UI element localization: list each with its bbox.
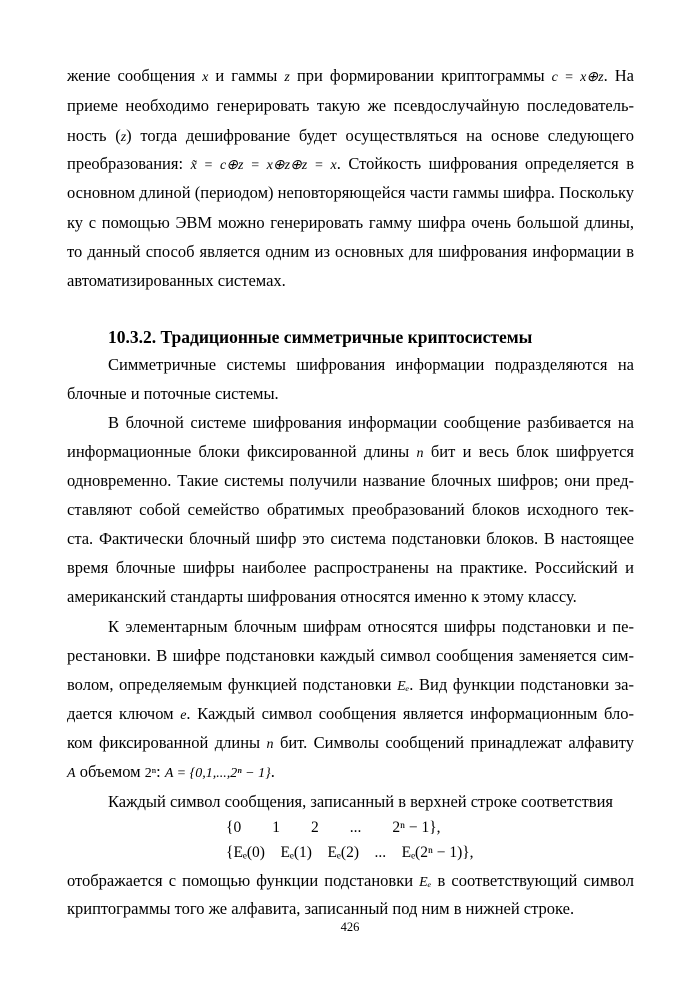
text-line: ставляют собой семейство обратимых преобразований блоков исходного тек- (67, 500, 634, 519)
text-line: ста. Фактически блочный шифр это система подстановки блоков. В настоящее (67, 529, 634, 548)
text-line: Симметричные системы шифрования информации подразделяются на (108, 355, 634, 374)
text-line: приеме необходимо генерировать такую же псевдослучайную последователь- (67, 96, 634, 115)
text-line: блочные и поточные системы. (67, 384, 279, 403)
text-line: автоматизированных системах. (67, 271, 286, 290)
text-line: A объемом 2ⁿ: A = {0,1,...,2ⁿ − 1}. (67, 762, 275, 781)
text-line: одновременно. Такие системы получили название блочных шифров; они пред- (67, 471, 634, 490)
text-line: дается ключом e. Каждый символ сообщения является информационным бло- (67, 704, 634, 723)
formula: x̃ = c⊕z = x⊕z⊕z = x (190, 158, 337, 173)
text-line: ку с помощью ЭВМ можно генерировать гамму шифра очень большой длины, (67, 213, 634, 232)
text-line: то данный способ является одним из основных для шифрования информации в (67, 242, 634, 261)
text-line: ность (z) тогда дешифрование будет осуществляться на основе следующего (67, 126, 634, 145)
text-line: волом, определяемым функцией подстановки Eₑ. Вид функции подстановки за- (67, 675, 634, 694)
formula: c = x⊕z (551, 70, 604, 85)
text-line: криптограммы того же алфавита, записанный под ним в нижней строке. (67, 899, 575, 918)
text-line: отображается с помощью функции подстановки Eₑ в соответствующий символ (67, 871, 634, 890)
text-line: американский стандарты шифрования относятся именно к этому классу. (67, 587, 577, 606)
text-line: рестановки. В шифре подстановки каждый символ сообщения заменяется сим- (67, 646, 634, 665)
mapping-bottom-row: {Eₑ(0) Eₑ(1) Eₑ(2) ... Eₑ(2ⁿ − 1)}, (226, 844, 474, 861)
text-line: время блочные шифры наиболее распространены на практике. Российский и (67, 558, 634, 577)
formula: A = {0,1,...,2ⁿ − 1} (164, 766, 271, 781)
text-line: информационные блоки фиксированной длины n бит и весь блок шифруется (67, 442, 635, 461)
mapping-top-row: {0 1 2 ... 2ⁿ − 1}, (226, 819, 441, 836)
text-line: жение сообщения x и гаммы z при формировании криптограммы c = x⊕z. На (67, 66, 634, 85)
text-line: преобразования: x̃ = c⊕z = x⊕z⊕z = x. Стойкость шифрования определяется в (67, 154, 635, 173)
text-line: К элементарным блочным шифрам относятся шифры подстановки и пе- (108, 617, 634, 636)
text-line: основном длиной (периодом) неповторяющейся части гаммы шифра. Поскольку (67, 183, 634, 202)
page-number: 426 (340, 920, 360, 934)
section-heading: 10.3.2. Традиционные симметричные криптосистемы (108, 327, 533, 347)
text-line: В блочной системе шифрования информации сообщение разбивается на (108, 413, 634, 432)
text-line: ком фиксированной длины n бит. Символы сообщений принадлежат алфавиту (67, 733, 634, 752)
text-line: Каждый символ сообщения, записанный в верхней строке соответствия (108, 792, 614, 811)
